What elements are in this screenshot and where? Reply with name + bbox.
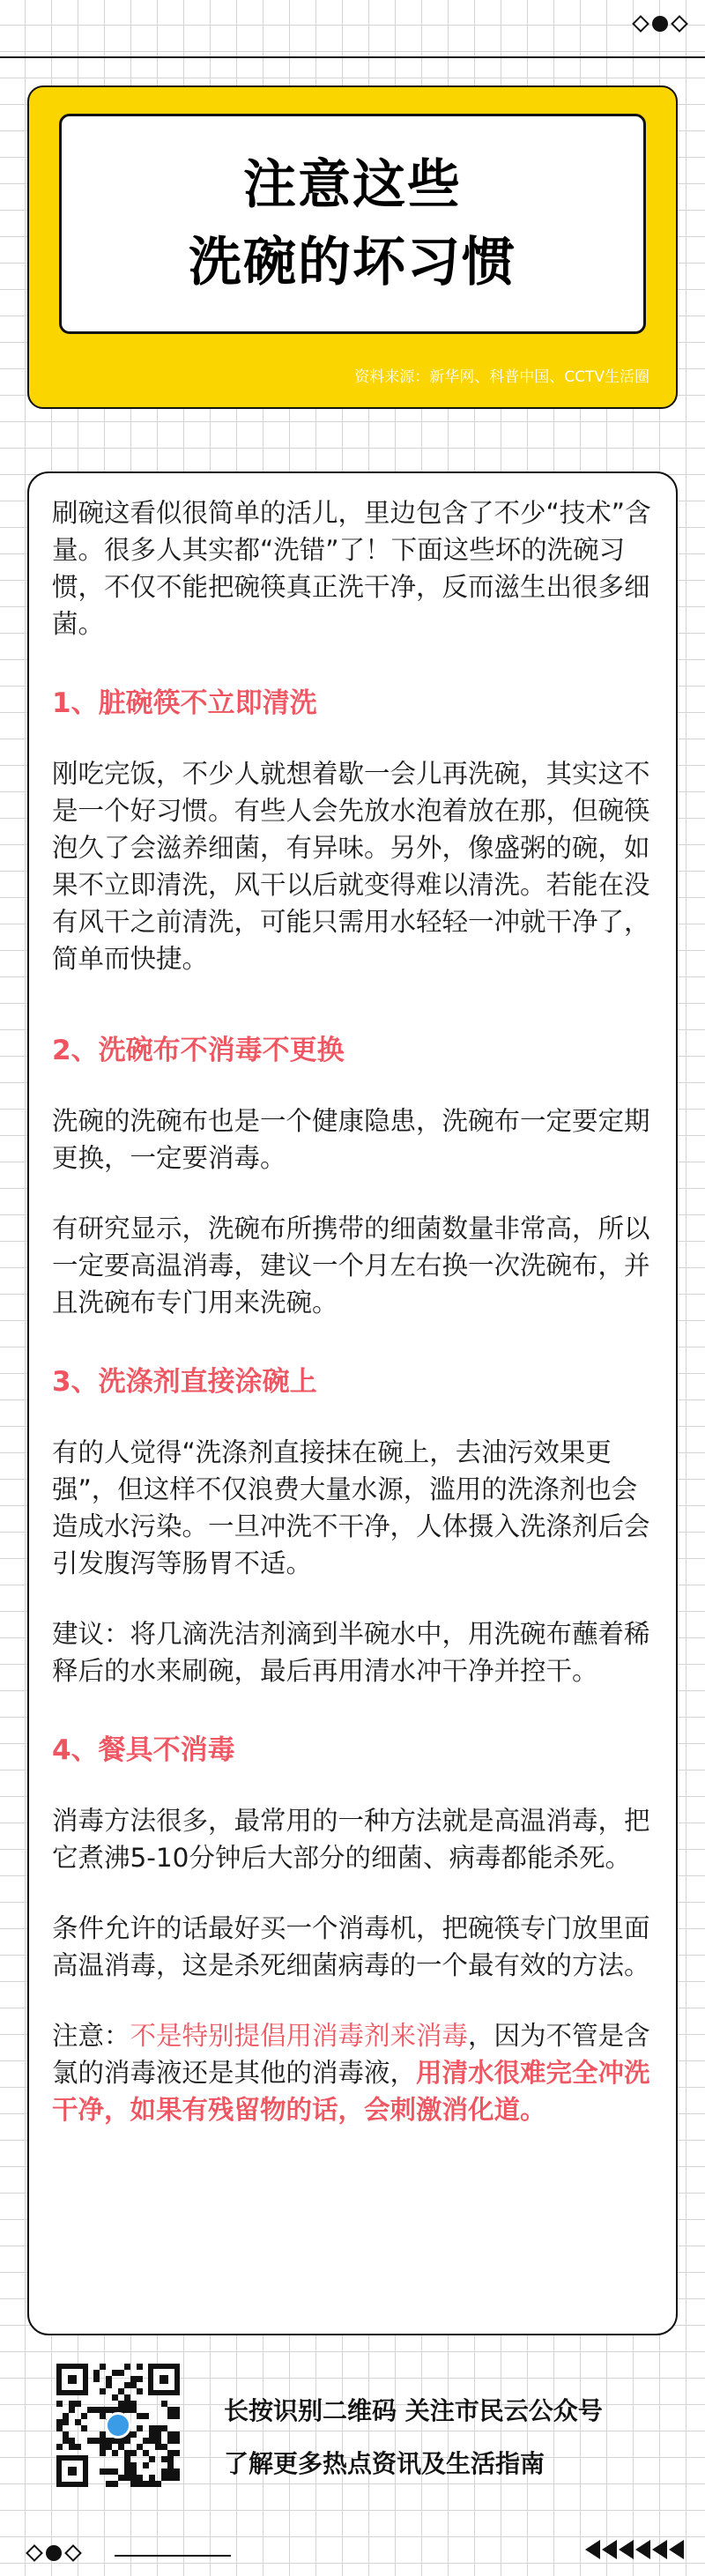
qr-module xyxy=(149,2456,155,2462)
qr-module xyxy=(130,2481,137,2487)
qr-module xyxy=(155,2444,161,2450)
section-2-paragraph-1: 洗碗的洗碗布也是一个健康隐患，洗碗布一定要定期更换，一定要消毒。 xyxy=(52,1106,650,1173)
intro-paragraph: 刷碗这看似很简单的活儿，里边包含了不少“技术”含量。很多人其实都“洗错”了！下面这些坏的洗碗习惯，不仅不能把碗筷真正洗干净，反而滋生出很多细菌。 xyxy=(52,498,651,639)
qr-module xyxy=(118,2370,124,2376)
section-heading-2: 2、洗碗布不消毒不更换 xyxy=(52,1035,345,1066)
qr-module xyxy=(161,2475,167,2481)
qr-module xyxy=(118,2444,124,2450)
qr-module xyxy=(130,2376,137,2382)
dot-icon xyxy=(46,2545,62,2561)
qr-module xyxy=(143,2481,149,2487)
qr-module xyxy=(167,2462,174,2468)
qr-module xyxy=(161,2425,167,2431)
qr-module xyxy=(112,2450,118,2456)
qr-module xyxy=(75,2401,81,2407)
arrow-left-icon xyxy=(635,2540,650,2559)
section-1-paragraph-1: 刚吃完饭，不少人就想着歇一会儿再洗碗，其实这不是一个好习惯。有些人会先放水泡着放在那，但碗筷泡久了会滋养细菌，有异味。另外，像盛粥的碗，如果不立即清洗，风干以后就变得难以清洗。若能在没有风干之前清洗，可能只需用水轻轻一冲就干净了，简单而快捷。 xyxy=(52,759,650,974)
diamond-icon xyxy=(64,2544,82,2562)
section-2-paragraph-2: 有研究显示，洗碗布所携带的细菌数量非常高，所以一定要高温消毒，建议一个月左右换一次洗碗布，并且洗碗布专门用来洗碗。 xyxy=(52,1214,650,1318)
qr-module xyxy=(174,2431,180,2438)
qr-module xyxy=(100,2450,106,2456)
qr-module xyxy=(69,2401,75,2407)
qr-module xyxy=(118,2388,124,2394)
qr-module xyxy=(143,2413,149,2419)
qr-module xyxy=(130,2450,137,2456)
section-4-paragraph-2: 条件允许的话最好买一个消毒机，把碗筷专门放里面高温消毒，这是杀死细菌病毒的一个最有效的方法。 xyxy=(52,1913,650,1980)
qr-module xyxy=(155,2425,161,2431)
qr-module xyxy=(167,2431,174,2438)
qr-module xyxy=(124,2456,130,2462)
qr-module xyxy=(124,2450,130,2456)
qr-module xyxy=(137,2388,143,2394)
qr-module xyxy=(155,2431,161,2438)
qr-module xyxy=(174,2450,180,2456)
qr-module xyxy=(149,2438,155,2444)
qr-module xyxy=(112,2468,118,2475)
qr-module xyxy=(137,2444,143,2450)
qr-module xyxy=(143,2462,149,2468)
qr-module xyxy=(100,2468,106,2475)
page-title-line2: 洗碗的坏习惯 xyxy=(189,232,516,293)
qr-module xyxy=(100,2407,106,2413)
qr-module xyxy=(93,2370,100,2376)
qr-module xyxy=(93,2407,100,2413)
qr-caption xyxy=(224,2385,603,2491)
title-box xyxy=(59,114,646,334)
qr-module xyxy=(124,2438,130,2444)
qr-module xyxy=(100,2444,106,2450)
qr-module xyxy=(130,2468,137,2475)
qr-module xyxy=(124,2468,130,2475)
top-decoration xyxy=(634,16,686,32)
arrow-left-icon xyxy=(652,2540,667,2559)
qr-module xyxy=(137,2481,143,2487)
qr-module xyxy=(87,2438,93,2444)
section-4-paragraph-1: 消毒方法很多，最常用的一种方法就是高温消毒，把它煮沸5-10分钟后大部分的细菌、病毒都能杀死。 xyxy=(52,1806,650,1873)
arrow-left-icon xyxy=(602,2540,617,2559)
qr-module xyxy=(167,2407,174,2413)
qr-module xyxy=(69,2438,75,2444)
qr-module xyxy=(137,2364,143,2370)
qr-module xyxy=(124,2475,130,2481)
section-heading-1: 1、脏碗筷不立即清洗 xyxy=(52,687,317,719)
qr-module xyxy=(81,2413,87,2419)
arrow-left-icon xyxy=(669,2540,684,2559)
dot-icon xyxy=(652,16,668,32)
qr-module xyxy=(137,2475,143,2481)
qr-module xyxy=(161,2456,167,2462)
qr-code-icon[interactable] xyxy=(56,2364,180,2487)
qr-module xyxy=(137,2413,143,2419)
divider xyxy=(115,2555,231,2557)
qr-module xyxy=(143,2438,149,2444)
qr-caption-line1: 长按识别二维码 关注市民云公众号 xyxy=(224,2396,603,2425)
note-middle: ，因为不管是含氯的消毒液还是其他的消毒液， xyxy=(52,2021,650,2088)
divider xyxy=(0,56,705,58)
qr-caption-line2: 了解更多热点资讯及生活指南 xyxy=(224,2449,545,2478)
arrow-left-icon xyxy=(585,2540,600,2559)
note-warning-2: 用清水很难完全冲洗干净，如果有残留物的话，会刺激消化道。 xyxy=(52,2058,650,2125)
qr-module xyxy=(167,2438,174,2444)
qr-module xyxy=(137,2425,143,2431)
qr-module xyxy=(167,2413,174,2419)
diamond-icon xyxy=(671,15,688,33)
note-paragraph xyxy=(52,2017,653,2128)
qr-module xyxy=(167,2456,174,2462)
qr-module xyxy=(118,2438,124,2444)
qr-module xyxy=(124,2382,130,2388)
source-note: 资料来源：新华网、科普中国、CCTV生活圈 xyxy=(354,368,649,386)
qr-module xyxy=(106,2438,112,2444)
section-heading-4: 4、餐具不消毒 xyxy=(52,1734,235,1766)
qr-module xyxy=(149,2431,155,2438)
arrow-left-icon xyxy=(619,2540,634,2559)
qr-module xyxy=(174,2438,180,2444)
qr-module xyxy=(81,2425,87,2431)
qr-module xyxy=(106,2376,112,2382)
qr-module xyxy=(56,2401,63,2407)
qr-module xyxy=(161,2468,167,2475)
qr-module xyxy=(161,2401,167,2407)
qr-module xyxy=(118,2401,124,2407)
qr-module xyxy=(130,2475,137,2481)
qr-module xyxy=(174,2468,180,2475)
page-title-line1: 注意这些 xyxy=(243,154,462,216)
qr-finder xyxy=(148,2364,180,2395)
qr-module xyxy=(130,2462,137,2468)
qr-module xyxy=(75,2419,81,2425)
qr-module xyxy=(56,2444,63,2450)
qr-module xyxy=(106,2468,112,2475)
arrow-row xyxy=(585,2540,684,2559)
qr-module xyxy=(106,2382,112,2388)
qr-module xyxy=(112,2438,118,2444)
qr-module xyxy=(56,2419,63,2425)
qr-module xyxy=(130,2431,137,2438)
title-card xyxy=(27,85,678,409)
qr-module xyxy=(63,2419,69,2425)
qr-module xyxy=(174,2407,180,2413)
bottom-decoration xyxy=(0,2538,705,2573)
qr-module xyxy=(100,2431,106,2438)
qr-module xyxy=(87,2407,93,2413)
qr-module xyxy=(124,2394,130,2401)
qr-finder xyxy=(56,2455,88,2487)
qr-module xyxy=(167,2475,174,2481)
qr-module xyxy=(69,2407,75,2413)
qr-module xyxy=(106,2407,112,2413)
qr-module xyxy=(167,2468,174,2475)
qr-module xyxy=(100,2388,106,2394)
qr-module xyxy=(124,2462,130,2468)
qr-module xyxy=(155,2481,161,2487)
qr-module xyxy=(112,2370,118,2376)
qr-module xyxy=(100,2438,106,2444)
qr-module xyxy=(174,2413,180,2419)
qr-module xyxy=(56,2425,63,2431)
qr-module xyxy=(161,2444,167,2450)
qr-module xyxy=(167,2450,174,2456)
qr-module xyxy=(124,2364,130,2370)
qr-module xyxy=(143,2450,149,2456)
section-3-paragraph-1: 有的人觉得“洗涤剂直接抹在碗上，去油污效果更强”，但这样不仅浪费大量水源，滥用的洗涤剂也会造成水污染。一旦冲洗不干净，人体摄入洗涤剂后会引发腹泻等肠胃不适。 xyxy=(52,1437,650,1578)
qr-module xyxy=(130,2382,137,2388)
qr-module xyxy=(75,2444,81,2450)
note-warning-1: 不是特别提倡用消毒剂来消毒 xyxy=(130,2021,469,2051)
qr-module xyxy=(174,2475,180,2481)
qr-module xyxy=(149,2481,155,2487)
diamond-icon xyxy=(26,2544,43,2562)
qr-module xyxy=(112,2481,118,2487)
qr-module xyxy=(149,2475,155,2481)
qr-module xyxy=(124,2401,130,2407)
section-heading-3: 3、洗涤剂直接涂碗上 xyxy=(52,1366,317,1398)
diamond-icon xyxy=(632,15,649,33)
note-label: 注意： xyxy=(52,2021,130,2051)
cloud-logo-icon xyxy=(105,2412,131,2439)
qr-module xyxy=(63,2413,69,2419)
qr-module xyxy=(130,2401,137,2407)
qr-module xyxy=(137,2376,143,2382)
section-3-paragraph-2: 建议：将几滴洗洁剂滴到半碗水中，用洗碗布蘸着稀释后的水来刷碗，最后再用清水冲干净并控干。 xyxy=(52,1619,650,1686)
qr-module xyxy=(149,2425,155,2431)
qr-module xyxy=(130,2407,137,2413)
qr-module xyxy=(124,2407,130,2413)
qr-module xyxy=(106,2444,112,2450)
qr-module xyxy=(100,2413,106,2419)
qr-module xyxy=(63,2431,69,2438)
qr-module xyxy=(69,2444,75,2450)
qr-module xyxy=(100,2364,106,2370)
qr-module xyxy=(106,2481,112,2487)
qr-module xyxy=(112,2394,118,2401)
article-card xyxy=(27,471,678,2335)
qr-module xyxy=(63,2438,69,2444)
qr-finder xyxy=(56,2364,88,2395)
qr-module xyxy=(155,2438,161,2444)
qr-module xyxy=(118,2475,124,2481)
qr-module xyxy=(93,2376,100,2382)
qr-module xyxy=(93,2438,100,2444)
